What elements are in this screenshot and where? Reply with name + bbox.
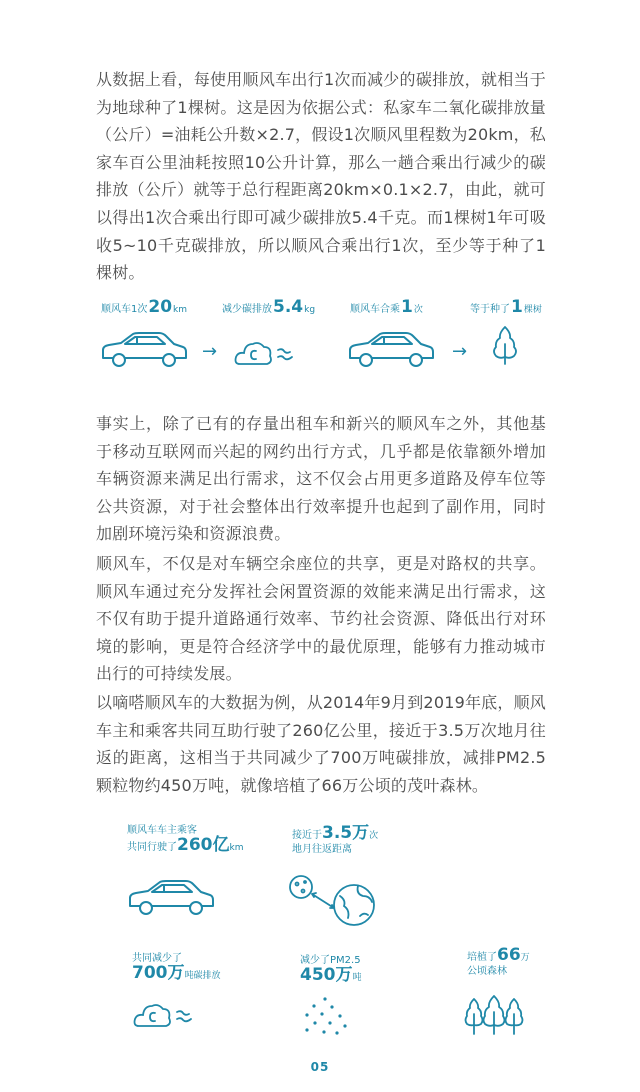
tree-icon <box>490 324 520 366</box>
carbon-cloud-icon <box>234 338 298 368</box>
carpool-car-icon <box>346 330 436 370</box>
stat-number: 20 <box>148 297 173 317</box>
stat-label: 等于种了 <box>470 304 510 315</box>
paragraph-carbon-formula: 从数据上看，每使用顺风车出行1次而减少的碳排放，就相当于为地球种了1棵树。这是因为依据公式：私家车二氧化碳排放量（公斤）=油耗公升数×2.7，假设1次顺风里程数为20km，私家车百公里油耗按照10公升计算，那么一趟合乘出行减少的碳排放（公斤）就等于总行程距离20km×0.1×2.7，由此，就可以得出1次合乘出行即可减少碳排放5.4千克。而1棵树1年可吸收5~10千克碳排放，所以顺风合乘出行1次，至少等于种了1棵树。 <box>96 70 546 283</box>
arrow-icon: → <box>452 341 468 362</box>
stat-unit: 次 <box>369 831 379 841</box>
paragraph-ride-hailing: 事实上，除了已有的存量出租车和新兴的顺风车之外，其他基于移动互联网而兴起的网约出行方式，几乎都是依靠额外增加车辆资源来满足出行需求，这不仅会占用更多道路及停车位等公共资源，对于社会整体出行效率提升也起到了副作用，同时加剧环境污染和资源浪费。 <box>96 414 546 544</box>
stat-unit: km <box>173 305 188 315</box>
stat-unit: kg <box>304 305 316 315</box>
paragraph-carpool-sharing: 顺风车，不仅是对车辆空余座位的共享，更是对路权的共享。顺风车通过充分发挥社会闲置资源的效能来满足出行需求，这不仅有助于提升道路通行效率、节约社会资源、降低出行对环境的影响，更是符合经济学中的最优原理，能够有力推动城市出行的可持续发展。 <box>96 554 546 684</box>
stat-carbon-reduced <box>222 297 316 317</box>
stat-number: 260亿 <box>177 835 230 855</box>
stat-label: 公顷森林 <box>467 966 507 977</box>
stat-number: 700万 <box>132 963 185 983</box>
stat-number: 1 <box>401 297 413 317</box>
stat-number: 5.4 <box>273 297 304 317</box>
stat-label: 减少碳排放 <box>222 304 272 315</box>
stat-unit: 次 <box>413 305 423 315</box>
car-icon <box>99 330 189 370</box>
stat-unit: 万 <box>520 953 530 963</box>
stat-label: 顺风车车主乘客 <box>127 825 197 836</box>
stat-label: 培植了 <box>467 952 497 963</box>
paragraph-big-data: 以嘀嗒顺风车的大数据为例，从2014年9月到2019年底，顺风车主和乘客共同互助行驶了260亿公里，接近于3.5万次地月往返的距离，这相当于共同减少了700万吨碳排放，减排PM2.5颗粒物约450万吨，就像培植了66万公顷的茂叶森林。 <box>96 693 546 795</box>
stat-earth-moon-trips <box>292 823 379 857</box>
stat-carbon-total <box>132 952 221 983</box>
carbon-cloud-icon <box>133 1000 197 1030</box>
stat-label: 接近于 <box>292 830 322 841</box>
stat-unit: km <box>229 843 244 853</box>
stat-carpool-once <box>350 297 423 317</box>
forest-icon <box>463 994 525 1036</box>
page-number: 05 <box>310 1060 330 1074</box>
stat-unit: 棵树 <box>523 305 542 315</box>
stat-ride-distance <box>101 297 188 317</box>
stat-label: 地月往返距离 <box>292 844 352 855</box>
stat-pm25-total <box>300 954 362 985</box>
stat-number: 1 <box>511 297 523 317</box>
stat-number: 3.5万 <box>322 823 370 843</box>
stat-number: 450万 <box>300 965 353 985</box>
stat-label: 共同行驶了 <box>127 842 177 853</box>
car-icon <box>126 878 216 918</box>
stat-tree-equivalent <box>470 297 542 317</box>
pm25-particles-icon <box>302 996 348 1036</box>
stat-total-distance <box>127 824 243 855</box>
arrow-icon: → <box>202 341 218 362</box>
earth-moon-icon <box>288 872 378 928</box>
stat-label: 顺风车1次 <box>101 304 148 315</box>
stat-number: 66 <box>497 945 521 965</box>
stat-label: 减少了PM2.5 <box>300 955 361 966</box>
stat-forest-area <box>467 945 530 979</box>
stat-unit: 吨 <box>352 973 362 983</box>
stat-label: 顺风车合乘 <box>350 304 400 315</box>
stat-label: 共同减少了 <box>132 953 182 964</box>
stat-unit: 吨碳排放 <box>184 971 221 981</box>
